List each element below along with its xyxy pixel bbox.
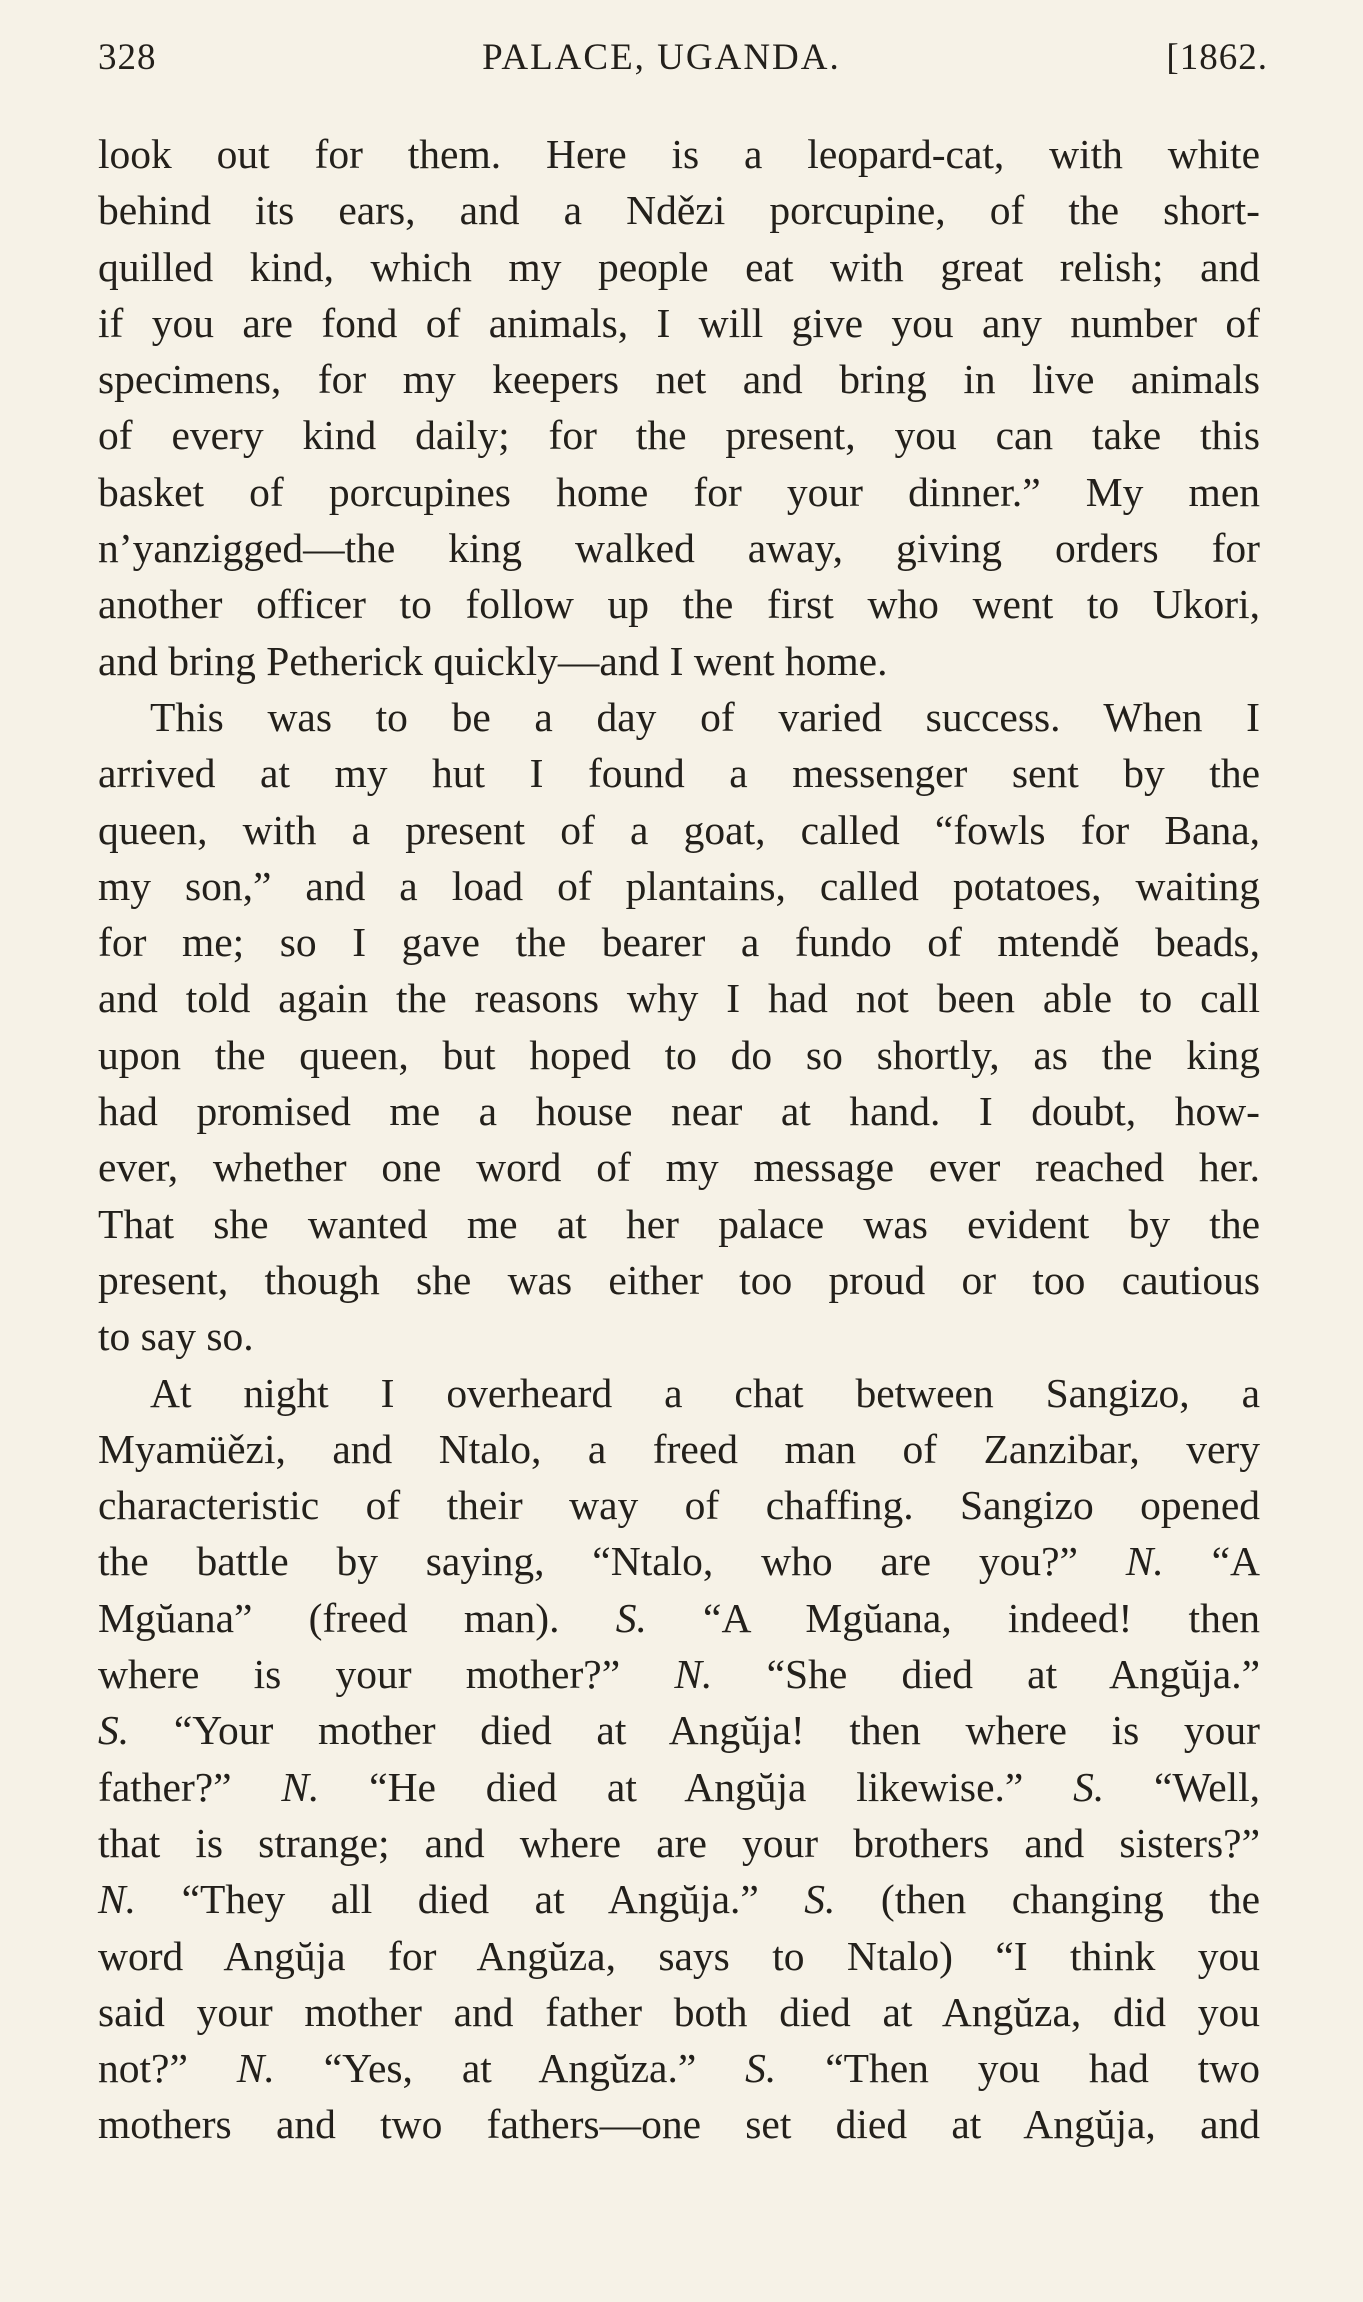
text-line: had promised me a house near at hand. I doubt, how- [98,1088,1260,1135]
text-line: arrived at my hut I found a messenger sent by the [98,750,1260,797]
text-line: said your mother and father both died at Angŭza, did you [98,1988,1260,2035]
text-line [98,2040,1260,2096]
speaker-initial: S. [615,1594,647,1641]
text-line: Myamüězi, and Ntalo, a freed man of Zanzibar, very [98,1425,1260,1472]
text-line: queen, with a present of a goat, called “fowls for Bana, [98,806,1260,853]
text-line: specimens, for my keepers net and bring in live animals [98,356,1260,403]
line-text: (then changing the [880,1876,1261,1923]
line-text: “A [1211,1538,1261,1585]
speaker-initial: N. [1125,1538,1164,1585]
text-line: of every kind daily; for the present, you can take this [98,412,1260,459]
text-line [98,1590,1260,1646]
speaker-initial: S. [1073,1763,1105,1810]
text-line [98,1759,1260,1815]
speaker-initial: N. [281,1763,320,1810]
speaker-initial: N. [674,1651,713,1698]
text-line: present, though she was either too proud or too cautious [98,1256,1260,1303]
text-line: and bring Petherick quickly—and I went home. [98,637,888,684]
line-text: “Your mother died at Angŭja! then where is your [173,1707,1260,1754]
line-text: “They all died at Angŭja.” [181,1876,759,1923]
text-line: to say so. [98,1313,254,1360]
text-line: and told again the reasons why I had not been able to call [98,975,1260,1022]
speaker-initial: N. [98,1876,137,1923]
line-text: “A Mgŭana, indeed! then [703,1594,1261,1641]
text-line [98,1702,1260,1758]
body-text [98,126,1260,2153]
line-text: Mgŭana” (freed man). [98,1594,560,1641]
text-line [98,1646,1260,1702]
text-line [98,1871,1260,1927]
text-line: my son,” and a load of plantains, called potatoes, waiting [98,862,1260,909]
text-line: mothers and two fathers—one set died at Angŭja, and [98,2101,1260,2148]
text-line: n’yanzigged—the king walked away, giving orders for [98,525,1260,572]
text-line: This was to be a day of varied success. When I [150,693,1260,740]
line-text: the battle by saying, “Ntalo, who are you?” [98,1538,1078,1585]
text-line: At night I overheard a chat between Sangizo, a [150,1369,1260,1416]
text-line: basket of porcupines home for your dinner.” My men [98,468,1260,515]
text-line: quilled kind, which my people eat with great relish; and [98,243,1260,290]
text-line: look out for them. Here is a leopard-cat, with white [98,131,1260,177]
text-line: if you are fond of animals, I will give you any number of [98,299,1260,346]
page-number: 328 [98,37,157,78]
text-line: behind its ears, and a Ndězi porcupine, of the short- [98,187,1260,234]
text-line: That she wanted me at her palace was evident by the [98,1200,1260,1247]
line-text: not?” [98,2045,188,2092]
text-line: that is strange; and where are your brothers and sisters?” [98,1819,1260,1866]
text-line: characteristic of their way of chaffing. Sangizo opened [98,1482,1260,1529]
line-text: “Yes, at Angŭza.” [323,2045,697,2092]
header-year: [1862. [1166,37,1268,78]
line-text: “He died at Angŭja likewise.” [369,1763,1024,1810]
speaker-initial: S. [98,1707,130,1754]
text-line [98,1533,1260,1589]
text-line: word Angŭja for Angŭza, says to Ntalo) “I think you [98,1932,1260,1979]
text-line: another officer to follow up the first who went to Ukori, [98,581,1260,628]
text-line: ever, whether one word of my message ever reached her. [98,1144,1260,1191]
line-text: “Well, [1153,1763,1261,1810]
line-text: where is your mother?” [98,1651,621,1698]
running-title: PALACE, UGANDA. [482,37,841,78]
speaker-initial: N. [236,2045,275,2092]
speaker-initial: S. [804,1876,836,1923]
line-text: “She died at Angŭja.” [766,1651,1261,1698]
line-text: father?” [98,1763,232,1810]
text-line: upon the queen, but hoped to do so shortly, as the king [98,1031,1260,1078]
text-line: for me; so I gave the bearer a fundo of mtendě beads, [98,919,1260,966]
line-text: “Then you had two [825,2045,1261,2092]
speaker-initial: S. [745,2045,777,2092]
page-header [98,36,1268,86]
